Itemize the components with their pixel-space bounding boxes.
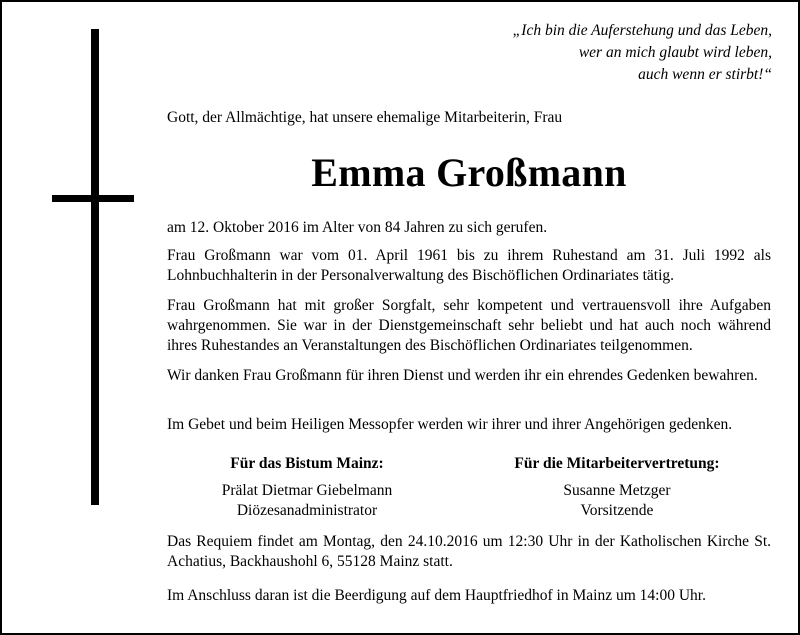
death-line: am 12. Oktober 2016 im Alter von 84 Jahren zu sich gerufen. [167, 219, 548, 236]
requiem-text: Das Requiem findet am Montag, den 24.10.2016 um 12:30 Uhr in der Katholischen Kirche St. Achatius, Backhaushohl 6, 55128 Mainz statt. [167, 533, 771, 570]
signer-heading: Für die Mitarbeitervertretung: [514, 455, 720, 472]
bible-quote [372, 20, 772, 86]
quote-line: auch wenn er stirbt!“ [638, 66, 772, 83]
paragraph-career [167, 246, 771, 286]
deceased-name: Emma Großmann [311, 150, 627, 195]
signer-role: Vorsitzende [580, 502, 654, 519]
burial-text: Im Anschluss daran ist die Beerdigung auf dem Hauptfriedhof in Mainz um 14:00 Uhr. [167, 587, 706, 604]
paragraph-text: Im Gebet und beim Heiligen Messopfer werden wir ihrer und ihrer Angehörigen gedenken. [167, 416, 733, 433]
paragraph-text: Frau Großmann hat mit großer Sorgfalt, sehr kompetent und vertrauensvoll ihre Aufgaben wahrgenommen. Sie war in der Dienstgemeinschaft sehr beliebt und hat auch noch während ihres Ruhestandes an Veranstaltungen des Bischöflichen Ordinariates teilgenommen. [167, 297, 771, 354]
signer-name: Prälat Dietmar Giebelmann [221, 482, 393, 499]
signer-role: Diözesanadministrator [236, 502, 378, 519]
intro-line: Gott, der Allmächtige, hat unsere ehemalige Mitarbeiterin, Frau [167, 109, 563, 126]
paragraph-thanks [167, 366, 771, 386]
signer-staff-council [487, 454, 747, 521]
quote-line: „Ich bin die Auferstehung und das Leben, [512, 22, 772, 39]
quote-line: wer an mich glaubt wird leben, [578, 44, 772, 61]
signer-name: Susanne Metzger [563, 482, 671, 499]
requiem-info [167, 532, 771, 572]
paragraph-tribute [167, 296, 771, 356]
death-statement [167, 218, 771, 238]
signer-heading: Für das Bistum Mainz: [230, 455, 384, 472]
cross-horizontal-bar [52, 195, 134, 202]
cross-vertical-bar [91, 29, 99, 505]
paragraph-text: Wir danken Frau Großmann für ihren Dienst und werden ihr ein ehrendes Gedenken bewahren. [167, 367, 758, 384]
intro-text [167, 108, 771, 128]
burial-info [167, 586, 771, 606]
signer-diocese [177, 454, 437, 521]
paragraph-text: Frau Großmann war vom 01. April 1961 bis zu ihrem Ruhestand am 31. Juli 1992 als Lohnbuchhalterin in der Personalverwaltung des Bischöflichen Ordinariates tätig. [167, 247, 771, 284]
paragraph-prayer [167, 415, 771, 435]
